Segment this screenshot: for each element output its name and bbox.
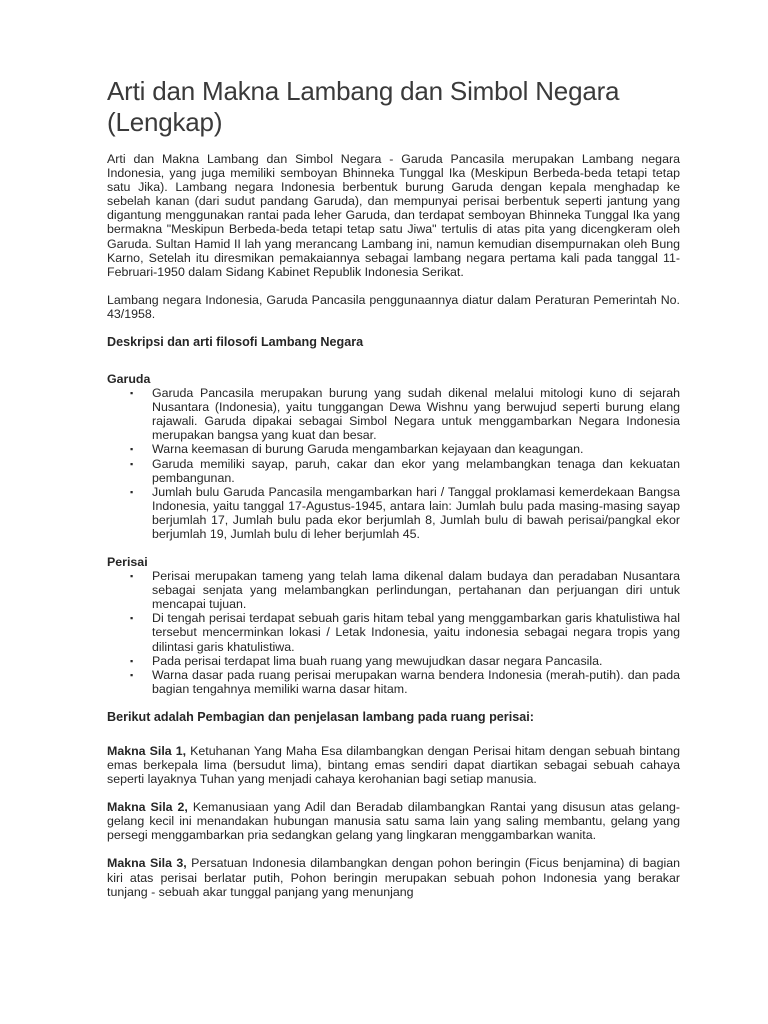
list-item-text: Jumlah bulu Garuda Pancasila mengambarkan hari / Tanggal proklamasi kemerdekaan Bangsa Indonesia, yaitu tanggal 17-Agustus-1945, antara lain: Jumlah bulu pada masing-masing sayap berjumlah 17, Jumlah bulu pada ekor berjumlah 8, Jumlah bulu di bawah perisai/pangkal ekor berjumlah 19, Jumlah bulu di leher berjumlah 45. (152, 484, 680, 541)
list-item (130, 611, 680, 654)
sila-1-paragraph (107, 744, 680, 786)
list-item-text: Di tengah perisai terdapat sebuah garis hitam tebal yang menggambarkan garis khatulistiwa hal tersebut mencerminkan lokasi / Letak Indonesia, yaitu indonesia sebagai negara tropis yang dilintasi garis khatulistiwa. (152, 611, 680, 654)
perisai-list (107, 569, 680, 696)
list-item-text: Garuda Pancasila merupakan burung yang sudah dikenal melalui mitologi kuno di sejarah Nusantara (Indonesia), yaitu tunggangan Dewa Wishnu yang berwujud seperti burung elang rajawali. Garuda dipakai sebagai Simbol Negara untuk menggambarkan Negara Indonesia merupakan bangsa yang kuat dan besar. (152, 386, 680, 443)
sila-3-label: Makna Sila 3, (107, 856, 187, 871)
bullet-icon: ▪ (130, 458, 134, 469)
list-item (130, 456, 680, 485)
list-item-text: Perisai merupakan tameng yang telah lama dikenal dalam budaya dan peradaban Nusantara sebagai senjata yang melambangkan perlindungan, pertahanan dan perjuangan diri untuk mencapai tujuan. (152, 569, 680, 612)
bullet-icon: ▪ (130, 486, 134, 497)
list-item-text: Warna dasar pada ruang perisai merupakan warna bendera Indonesia (merah-putih). dan pada bagian tengahnya memiliki warna dasar hitam. (152, 667, 680, 696)
list-item (130, 569, 680, 612)
list-item-text: Warna keemasan di burung Garuda mengambarkan kejayaan dan keagungan. (152, 442, 584, 457)
sila-2-label: Makna Sila 2, (107, 800, 188, 815)
bullet-icon: ▪ (130, 613, 134, 624)
list-item (130, 386, 680, 443)
sila-1-label: Makna Sila 1, (107, 743, 187, 758)
bullet-icon: ▪ (130, 388, 134, 399)
sila-2-paragraph (107, 800, 680, 842)
bullet-icon: ▪ (130, 444, 134, 455)
list-item (130, 484, 680, 541)
description-heading: Deskripsi dan arti filosofi Lambang Negara (107, 335, 364, 350)
sila-2-text: Kemanusiaan yang Adil dan Beradab dilambangkan Rantai yang disusun atas gelang-gelang kecil ini menandakan hubungan manusia satu sama lain yang saling membantu, gelang yang persegi menggambarkan pria sedangkan gelang yang lingkaran menggambarkan wanita. (107, 800, 680, 843)
garuda-list (107, 386, 680, 541)
intro-paragraph: Arti dan Makna Lambang dan Simbol Negara - Garuda Pancasila merupakan Lambang negara Indonesia, yang juga memiliki semboyan Bhinneka Tunggal Ika (Meskipun Berbeda-beda tetapi tetap satu Jika). Lambang negara Indonesia berbentuk burung Garuda dengan kepala menghadap ke sebelah kanan (dari sudut pandang Garuda), dan mempunyai perisai berbentuk seperti jantung yang digantung menggunakan rantai pada leher Garuda, dan terdapat semboyan Bhinneka Tunggal Ika yang bermakna "Meskipun Berbeda-beda tetapi tetap satu Jiwa" tertulis di atas pita yang dicengkeram oleh Garuda. Sultan Hamid II lah yang merancang Lambang ini, namun kemudian disempurnakan oleh Bung Karno, Setelah itu diresmikan pemakaiannya sebagai lambang negara pertama kali pada tanggal 11-Februari-1950 dalam Sidang Kabinet Republik Indonesia Serikat. (107, 152, 680, 279)
sila-1-text: Ketuhanan Yang Maha Esa dilambangkan dengan Perisai hitam dengan sebuah bintang emas berkepala lima (bersudut lima), bintang emas sendiri dapat diartikan sebagai sebuah cahaya seperti layaknya Tuhan yang menjadi cahaya kerohanian bagi setiap manusia. (107, 743, 680, 787)
page-title: Arti dan Makna Lambang dan Simbol Negara (Lengkap) (107, 76, 620, 137)
document-page (107, 76, 680, 913)
sila-3-text: Persatuan Indonesia dilambangkan dengan pohon beringin (Ficus benjamina) di bagian kiri atas perisai berlatar putih, Pohon beringin merupakan sebuah pohon Indonesia yang berakar tunjang - sebuah akar tunggal panjang yang menunjang (107, 856, 680, 899)
regulation-paragraph: Lambang negara Indonesia, Garuda Pancasila penggunaannya diatur dalam Peraturan Pemerintah No. 43/1958. (107, 292, 680, 321)
list-item (130, 653, 680, 668)
division-heading: Berikut adalah Pembagian dan penjelasan lambang pada ruang perisai: (107, 709, 534, 724)
bullet-icon: ▪ (130, 571, 134, 582)
sila-3-paragraph (107, 856, 680, 898)
garuda-label: Garuda (107, 372, 151, 387)
perisai-label: Perisai (107, 555, 148, 570)
list-item (130, 667, 680, 696)
bullet-icon: ▪ (130, 669, 134, 680)
list-item (130, 442, 680, 457)
list-item-text: Garuda memiliki sayap, paruh, cakar dan ekor yang melambangkan tenaga dan kekuatan pembangunan. (152, 456, 680, 485)
bullet-icon: ▪ (130, 655, 134, 666)
list-item-text: Pada perisai terdapat lima buah ruang yang mewujudkan dasar negara Pancasila. (152, 653, 603, 668)
